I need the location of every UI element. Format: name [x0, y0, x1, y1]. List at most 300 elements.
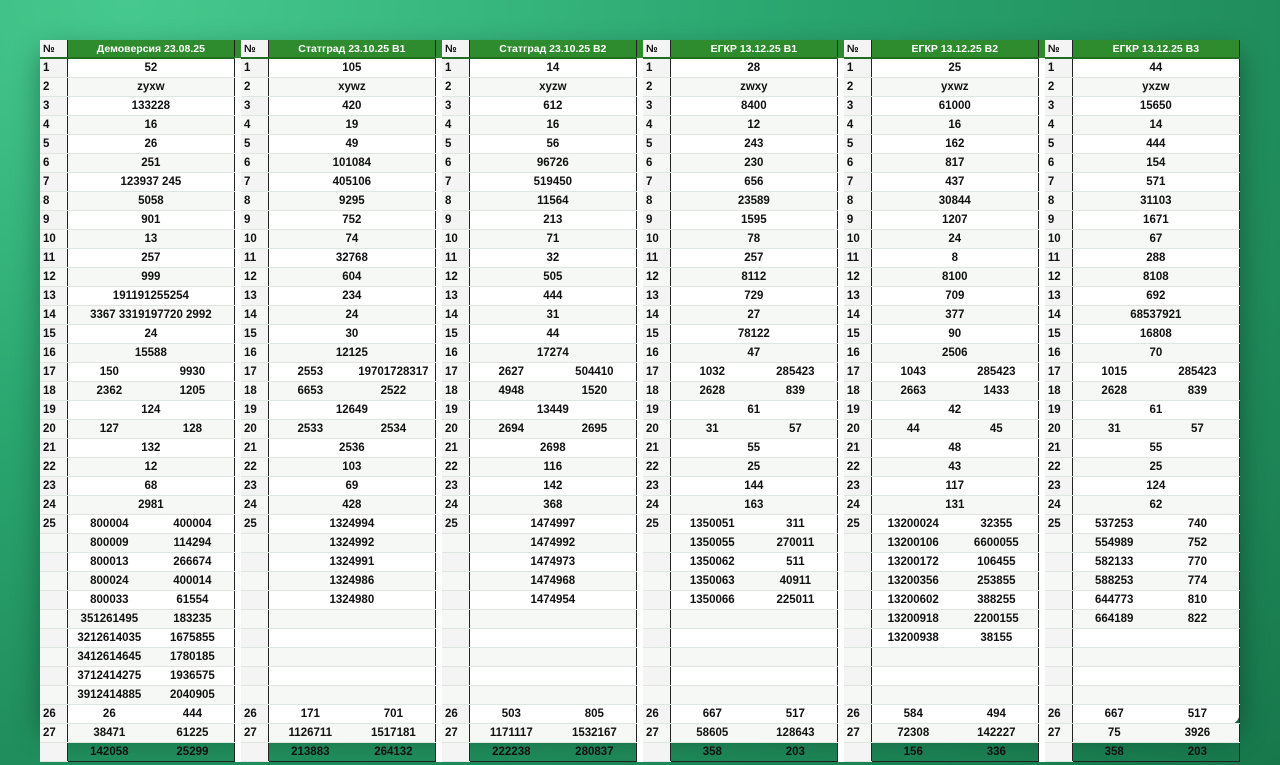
answer-cell: 55 — [670, 439, 837, 458]
answer-cell: 2694 — [469, 420, 553, 439]
task-number: 13 — [844, 287, 871, 306]
task-number — [241, 629, 268, 648]
answer-cell: 667 — [1072, 705, 1156, 724]
answer-cell: 1350063 — [670, 572, 754, 591]
answer-cell: 3367 3319197720 2992 — [67, 306, 234, 325]
task-number: 8 — [844, 192, 871, 211]
task-number: 22 — [241, 458, 268, 477]
task-number: 22 — [40, 458, 67, 477]
answer-cell: 8112 — [670, 268, 837, 287]
task-number: 22 — [844, 458, 871, 477]
task-number — [643, 648, 670, 667]
answer-cell: 13449 — [469, 401, 636, 420]
answer-cell: 1474997 — [469, 515, 636, 534]
answer-cell: 14 — [469, 58, 636, 78]
task-number: 6 — [643, 154, 670, 173]
task-number: 26 — [1045, 705, 1072, 724]
answer-cell: 57 — [754, 420, 838, 439]
variant-title: Статград 23.10.25 В2 — [469, 40, 636, 58]
answer-cell: 3212614035 — [67, 629, 151, 648]
task-number: 15 — [844, 325, 871, 344]
task-number — [1045, 534, 1072, 553]
task-number — [844, 629, 871, 648]
answer-cell: 6600055 — [955, 534, 1039, 553]
answer-cell: 571 — [1072, 173, 1239, 192]
task-number — [40, 610, 67, 629]
answer-cell: 30 — [268, 325, 435, 344]
answer-cell — [268, 610, 435, 629]
answer-cell: 96726 — [469, 154, 636, 173]
answer-cell: 69 — [268, 477, 435, 496]
answer-cell: 2628 — [1072, 382, 1156, 401]
answer-cell: 14 — [1072, 116, 1239, 135]
task-number: 14 — [643, 306, 670, 325]
answer-cell: 1324994 — [268, 515, 435, 534]
task-number: 23 — [844, 477, 871, 496]
task-number: 25 — [1045, 515, 1072, 534]
table-row — [40, 249, 1240, 268]
task-number: 27 — [844, 724, 871, 743]
task-number — [40, 572, 67, 591]
answer-cell: 1675855 — [151, 629, 235, 648]
task-number — [844, 534, 871, 553]
task-number — [1045, 686, 1072, 705]
answer-cell: 800013 — [67, 553, 151, 572]
task-number: 11 — [643, 249, 670, 268]
answer-cell: 822 — [1156, 610, 1240, 629]
task-number: 18 — [442, 382, 469, 401]
task-number: 3 — [241, 97, 268, 116]
task-number: 18 — [643, 382, 670, 401]
answer-cell: 257 — [670, 249, 837, 268]
task-number: 24 — [40, 496, 67, 515]
answer-cell: 358 — [670, 743, 754, 762]
task-number: 17 — [643, 363, 670, 382]
answer-cell: 213883 — [268, 743, 352, 762]
answer-cell: 1324992 — [268, 534, 435, 553]
answer-cell: 62 — [1072, 496, 1239, 515]
answer-cell: 1350066 — [670, 591, 754, 610]
answer-cell — [469, 648, 636, 667]
answer-cell: 1671 — [1072, 211, 1239, 230]
task-number — [442, 629, 469, 648]
answer-cell: 213 — [469, 211, 636, 230]
task-number: 7 — [241, 173, 268, 192]
answer-cell: 25 — [871, 58, 1038, 78]
answer-cell: 4948 — [469, 382, 553, 401]
task-number: 6 — [40, 154, 67, 173]
task-number: 21 — [1045, 439, 1072, 458]
task-number — [442, 686, 469, 705]
answer-cell: 28 — [670, 58, 837, 78]
answer-cell: 2663 — [871, 382, 955, 401]
answer-cell: 132 — [67, 439, 234, 458]
answer-cell: 124 — [1072, 477, 1239, 496]
task-number: 6 — [442, 154, 469, 173]
answer-cell: 55 — [1072, 439, 1239, 458]
answer-cell: 2698 — [469, 439, 636, 458]
answer-cell: 12 — [67, 458, 234, 477]
answer-cell: 117 — [871, 477, 1038, 496]
answer-cell: 377 — [871, 306, 1038, 325]
answer-cell — [670, 667, 837, 686]
task-number — [1045, 743, 1072, 762]
task-number: 8 — [442, 192, 469, 211]
task-number: 4 — [40, 116, 67, 135]
task-number — [844, 648, 871, 667]
task-number: 3 — [643, 97, 670, 116]
answer-cell — [268, 686, 435, 705]
task-number: 5 — [241, 135, 268, 154]
task-number — [442, 553, 469, 572]
answer-cell: 72308 — [871, 724, 955, 743]
task-number: 16 — [1045, 344, 1072, 363]
task-number: 8 — [643, 192, 670, 211]
task-number — [442, 648, 469, 667]
answer-cell: 13200602 — [871, 591, 955, 610]
answer-cell: 494 — [955, 705, 1039, 724]
task-number: 20 — [844, 420, 871, 439]
answer-cell: 26 — [67, 135, 234, 154]
table-row — [40, 686, 1240, 705]
answer-cell: 405106 — [268, 173, 435, 192]
task-number: 26 — [442, 705, 469, 724]
answer-cell: 2695 — [553, 420, 637, 439]
task-number: 3 — [40, 97, 67, 116]
task-number: 7 — [40, 173, 67, 192]
task-number: 20 — [241, 420, 268, 439]
table-row — [40, 382, 1240, 401]
task-number — [844, 610, 871, 629]
answer-cell: 25299 — [151, 743, 235, 762]
task-number: 26 — [844, 705, 871, 724]
answer-cell: 191191255254 — [67, 287, 234, 306]
answer-cell: 61000 — [871, 97, 1038, 116]
answer-cell: 38155 — [955, 629, 1039, 648]
answer-cell: 437 — [871, 173, 1038, 192]
task-number: 2 — [40, 78, 67, 97]
answer-cell: 800024 — [67, 572, 151, 591]
task-number: 12 — [40, 268, 67, 287]
answer-cell: 709 — [871, 287, 1038, 306]
task-number: 23 — [241, 477, 268, 496]
table-row — [40, 135, 1240, 154]
answer-cell: 171 — [268, 705, 352, 724]
answer-cell: 800009 — [67, 534, 151, 553]
answer-cell: 40911 — [754, 572, 838, 591]
answer-cell: 400014 — [151, 572, 235, 591]
answer-cell: 17274 — [469, 344, 636, 363]
header-row — [40, 40, 1240, 58]
answer-cell: 2506 — [871, 344, 1038, 363]
answer-cell — [1072, 686, 1239, 705]
table-row — [40, 268, 1240, 287]
task-number: 1 — [241, 58, 268, 78]
table-row — [40, 211, 1240, 230]
answer-cell: 554989 — [1072, 534, 1156, 553]
task-number — [1045, 629, 1072, 648]
number-header: № — [40, 40, 67, 58]
answer-cell: 1126711 — [268, 724, 352, 743]
table-row — [40, 496, 1240, 515]
answer-cell: 2362 — [67, 382, 151, 401]
answer-cell: 2981 — [67, 496, 234, 515]
answer-cell: 2522 — [352, 382, 436, 401]
answer-cell: 8400 — [670, 97, 837, 116]
table-row — [40, 306, 1240, 325]
answer-cell: 128643 — [754, 724, 838, 743]
answer-cell: 123937 245 — [67, 173, 234, 192]
answer-cell: 444 — [151, 705, 235, 724]
answer-cell: 24 — [67, 325, 234, 344]
task-number: 15 — [442, 325, 469, 344]
answer-cell: 6653 — [268, 382, 352, 401]
answer-cell: 2553 — [268, 363, 352, 382]
task-number: 12 — [442, 268, 469, 287]
answer-cell: 131 — [871, 496, 1038, 515]
task-number: 19 — [643, 401, 670, 420]
task-number: 25 — [844, 515, 871, 534]
answer-cell: 26 — [67, 705, 151, 724]
answer-cell — [871, 648, 1038, 667]
task-number — [643, 591, 670, 610]
number-header: № — [643, 40, 670, 58]
task-number: 10 — [844, 230, 871, 249]
task-number: 12 — [1045, 268, 1072, 287]
answer-cell: 45 — [955, 420, 1039, 439]
answer-cell: 203 — [1156, 743, 1240, 762]
answer-cell: 1350055 — [670, 534, 754, 553]
answer-cell: 124 — [67, 401, 234, 420]
answer-cell: 9930 — [151, 363, 235, 382]
answer-cell: 692 — [1072, 287, 1239, 306]
answer-cell: 644773 — [1072, 591, 1156, 610]
task-number: 20 — [442, 420, 469, 439]
answer-cell: 1520 — [553, 382, 637, 401]
answer-cell: 8100 — [871, 268, 1038, 287]
answer-cell: 13200024 — [871, 515, 955, 534]
task-number: 1 — [1045, 58, 1072, 78]
task-number — [442, 610, 469, 629]
task-number — [40, 686, 67, 705]
task-number — [40, 553, 67, 572]
task-number: 15 — [1045, 325, 1072, 344]
answer-cell: 61225 — [151, 724, 235, 743]
answer-cell: 13200938 — [871, 629, 955, 648]
task-number: 5 — [1045, 135, 1072, 154]
task-number — [40, 534, 67, 553]
answer-cell: 142 — [469, 477, 636, 496]
answer-cell: 1350051 — [670, 515, 754, 534]
task-number: 19 — [40, 401, 67, 420]
task-number: 20 — [1045, 420, 1072, 439]
answer-cell: 1324991 — [268, 553, 435, 572]
answer-cell — [670, 610, 837, 629]
answer-cell: 1205 — [151, 382, 235, 401]
answer-cell: 16 — [67, 116, 234, 135]
number-header: № — [844, 40, 871, 58]
task-number: 11 — [1045, 249, 1072, 268]
answer-cell: 58605 — [670, 724, 754, 743]
answer-cell: 664189 — [1072, 610, 1156, 629]
task-number: 22 — [442, 458, 469, 477]
task-number — [844, 553, 871, 572]
task-number: 23 — [643, 477, 670, 496]
answer-cell: 1032 — [670, 363, 754, 382]
answer-cell: 667 — [670, 705, 754, 724]
task-number: 5 — [643, 135, 670, 154]
table-row — [40, 458, 1240, 477]
answer-cell: 12 — [670, 116, 837, 135]
answer-cell: 47 — [670, 344, 837, 363]
table-row — [40, 344, 1240, 363]
table-row — [40, 192, 1240, 211]
answer-cell: 203 — [754, 743, 838, 762]
table-row — [40, 553, 1240, 572]
answer-cell: 1532167 — [553, 724, 637, 743]
answer-cell: 44 — [1072, 58, 1239, 78]
answer-cell: 582133 — [1072, 553, 1156, 572]
task-number: 16 — [40, 344, 67, 363]
answer-cell: 68 — [67, 477, 234, 496]
table-row — [40, 116, 1240, 135]
answer-cell: 368 — [469, 496, 636, 515]
task-number: 2 — [241, 78, 268, 97]
task-number — [1045, 572, 1072, 591]
task-number: 9 — [1045, 211, 1072, 230]
answer-cell: 32 — [469, 249, 636, 268]
task-number: 2 — [844, 78, 871, 97]
task-number: 23 — [442, 477, 469, 496]
table-row — [40, 515, 1240, 534]
task-number — [241, 572, 268, 591]
answer-cell — [1072, 629, 1239, 648]
table-row — [40, 58, 1240, 78]
task-number: 21 — [844, 439, 871, 458]
answer-cell: 612 — [469, 97, 636, 116]
answer-cell: 2627 — [469, 363, 553, 382]
task-number: 16 — [241, 344, 268, 363]
answer-cell: 285423 — [955, 363, 1039, 382]
answer-cell — [268, 648, 435, 667]
answer-cell: 1936575 — [151, 667, 235, 686]
answer-cell: 68537921 — [1072, 306, 1239, 325]
answer-cell: 163 — [670, 496, 837, 515]
answer-cell: 270011 — [754, 534, 838, 553]
task-number: 14 — [442, 306, 469, 325]
task-number — [1045, 553, 1072, 572]
answer-cell: 44 — [871, 420, 955, 439]
answer-cell: 162 — [871, 135, 1038, 154]
answer-cell: 133228 — [67, 97, 234, 116]
answer-cell: 1043 — [871, 363, 955, 382]
task-number: 17 — [241, 363, 268, 382]
answer-cell: 588253 — [1072, 572, 1156, 591]
answer-cell: 1474968 — [469, 572, 636, 591]
task-number: 4 — [844, 116, 871, 135]
answer-cell: 584 — [871, 705, 955, 724]
answer-cell: yxwz — [871, 78, 1038, 97]
answer-cell: 504410 — [553, 363, 637, 382]
answer-cell: 11564 — [469, 192, 636, 211]
answer-cell: 9295 — [268, 192, 435, 211]
table-row — [40, 724, 1240, 743]
answer-cell: 774 — [1156, 572, 1240, 591]
answer-cell: 31 — [1072, 420, 1156, 439]
task-number — [643, 572, 670, 591]
answer-cell: 1350062 — [670, 553, 754, 572]
answer-cell: 701 — [352, 705, 436, 724]
answer-cell: 3712414275 — [67, 667, 151, 686]
answer-cell: 13200918 — [871, 610, 955, 629]
task-number: 24 — [442, 496, 469, 515]
answer-cell: 52 — [67, 58, 234, 78]
task-number: 13 — [241, 287, 268, 306]
answer-cell: 285423 — [1156, 363, 1240, 382]
answer-cell: 800004 — [67, 515, 151, 534]
task-number: 14 — [241, 306, 268, 325]
answer-cell: 388255 — [955, 591, 1039, 610]
task-number: 23 — [1045, 477, 1072, 496]
task-number: 5 — [442, 135, 469, 154]
answer-cell: 114294 — [151, 534, 235, 553]
task-number — [643, 629, 670, 648]
answer-cell: 222238 — [469, 743, 553, 762]
task-number: 17 — [40, 363, 67, 382]
task-number: 20 — [40, 420, 67, 439]
task-number: 22 — [1045, 458, 1072, 477]
answer-cell: 13200106 — [871, 534, 955, 553]
table-row — [40, 743, 1240, 762]
answer-cell: 44 — [469, 325, 636, 344]
task-number: 8 — [40, 192, 67, 211]
answer-cell: 656 — [670, 173, 837, 192]
task-number: 16 — [844, 344, 871, 363]
task-number: 1 — [442, 58, 469, 78]
task-number: 25 — [40, 515, 67, 534]
answer-cell — [670, 629, 837, 648]
task-number: 26 — [241, 705, 268, 724]
task-number: 19 — [844, 401, 871, 420]
answer-cell: 752 — [1156, 534, 1240, 553]
task-number — [241, 667, 268, 686]
task-number: 19 — [241, 401, 268, 420]
task-number: 2 — [1045, 78, 1072, 97]
task-number: 16 — [442, 344, 469, 363]
task-number — [1045, 591, 1072, 610]
table-row — [40, 230, 1240, 249]
task-number: 11 — [442, 249, 469, 268]
answer-cell: 999 — [67, 268, 234, 287]
answer-cell: 8108 — [1072, 268, 1239, 287]
answer-cell: xyzw — [469, 78, 636, 97]
answer-cell: 444 — [469, 287, 636, 306]
answer-cell: 105 — [268, 58, 435, 78]
answer-cell: 839 — [1156, 382, 1240, 401]
task-number: 15 — [40, 325, 67, 344]
table-row — [40, 667, 1240, 686]
answer-cell: 2534 — [352, 420, 436, 439]
task-number — [844, 686, 871, 705]
answer-cell: 288 — [1072, 249, 1239, 268]
answer-cell: 31103 — [1072, 192, 1239, 211]
answer-cell: 503 — [469, 705, 553, 724]
task-number — [643, 686, 670, 705]
answer-cell: 74 — [268, 230, 435, 249]
task-number — [1045, 667, 1072, 686]
task-number: 11 — [40, 249, 67, 268]
answer-cell: 1780185 — [151, 648, 235, 667]
